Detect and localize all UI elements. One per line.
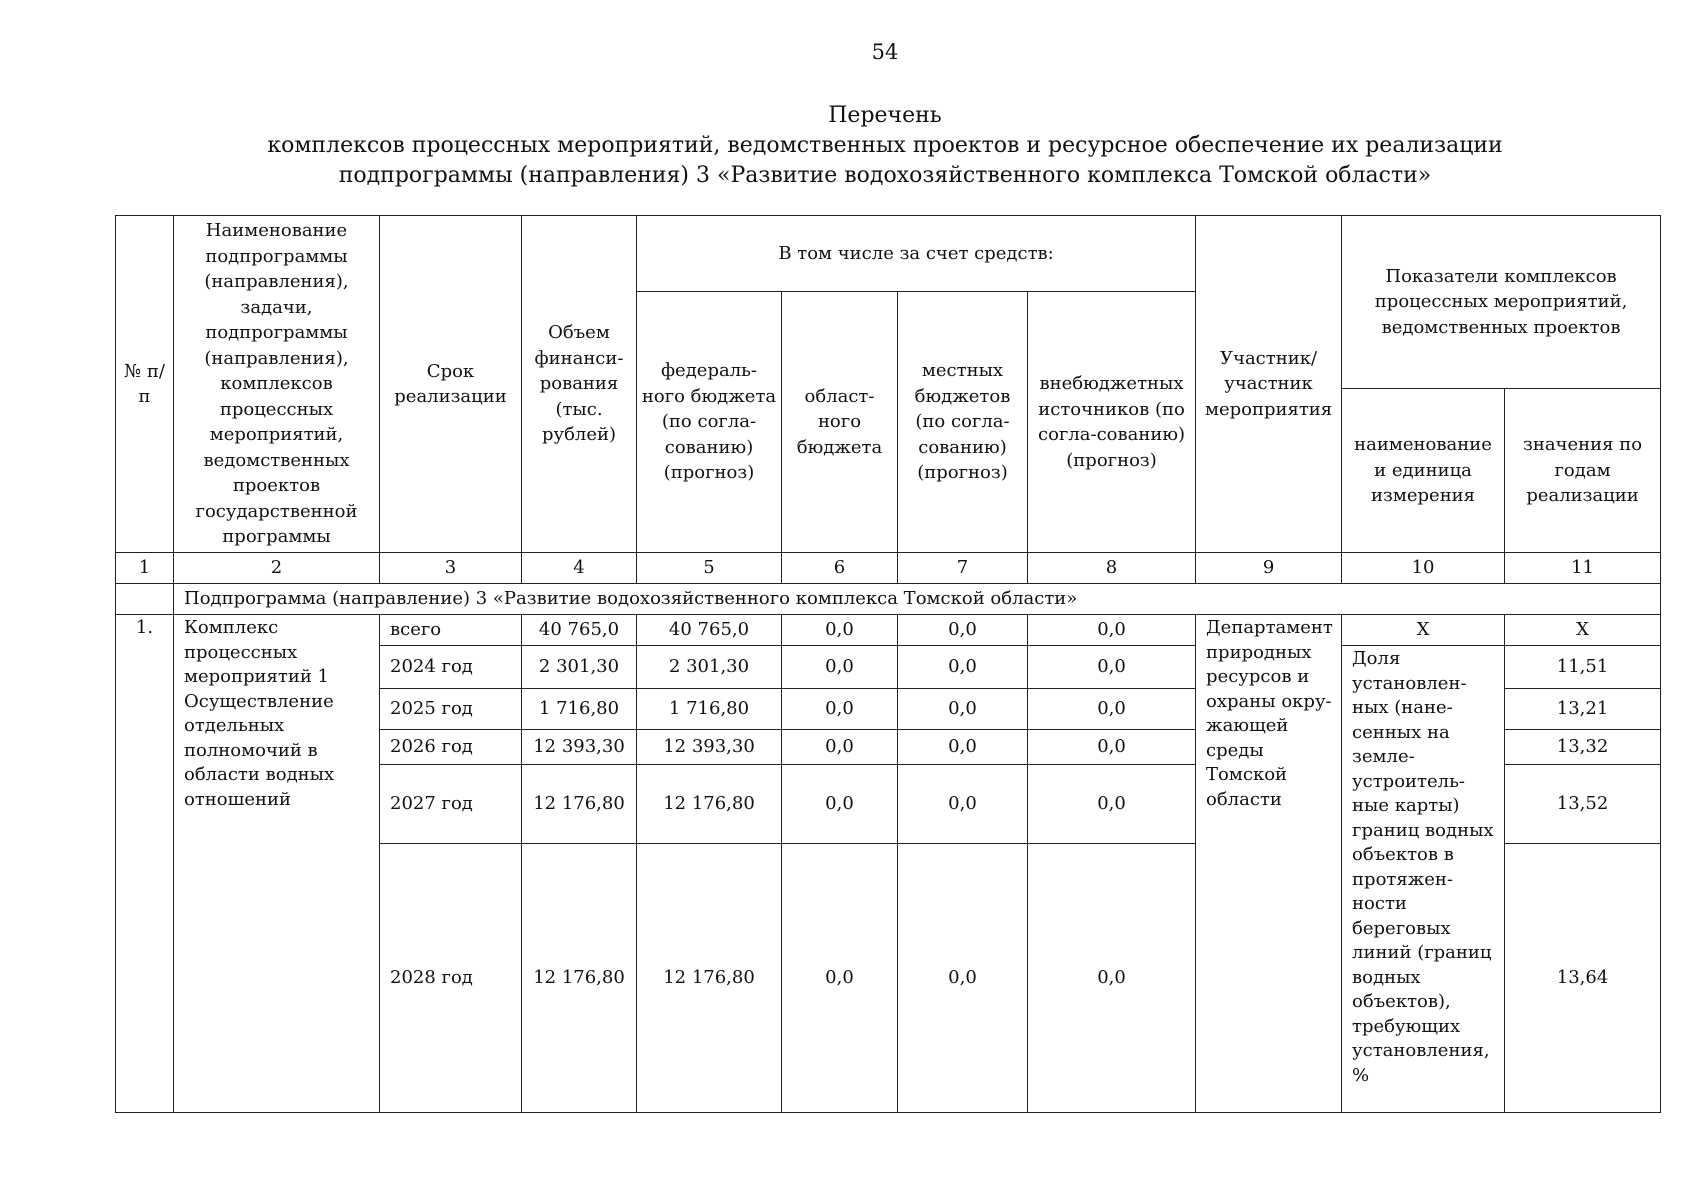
column-number: 4 <box>522 553 637 584</box>
subprogram-title: Подпрограмма (направление) 3 «Развитие водохозяйственного комплекса Томской области» <box>174 584 1661 615</box>
local-cell: 0,0 <box>898 689 1028 730</box>
indicator-name: Доля установлен-ных (нане-сенных на земле-устроитель-ные карты) границ водных объектов в протяжен-ности береговых линий (границ водных объектов), требующих установления, % <box>1342 646 1505 1113</box>
regional-cell: 0,0 <box>782 730 898 765</box>
extrabudgetary-cell: 0,0 <box>1028 765 1196 844</box>
period-cell: 2027 год <box>380 765 522 844</box>
header-federal: федераль-ного бюджета (по согла-сованию) (прогноз) <box>637 292 782 553</box>
value-cell: X <box>1505 615 1661 646</box>
local-cell: 0,0 <box>898 730 1028 765</box>
item-number: 1. <box>116 615 174 1113</box>
header-participant: Участник/ участник мероприятия <box>1196 216 1342 553</box>
total-cell: 1 716,80 <box>522 689 637 730</box>
indicator-name-x: X <box>1342 615 1505 646</box>
local-cell: 0,0 <box>898 615 1028 646</box>
column-numbers-row <box>116 553 1661 584</box>
local-cell: 0,0 <box>898 844 1028 1113</box>
extrabudgetary-cell: 0,0 <box>1028 844 1196 1113</box>
page-number: 54 <box>871 40 899 64</box>
federal-cell: 2 301,30 <box>637 646 782 689</box>
extrabudgetary-cell: 0,0 <box>1028 646 1196 689</box>
title-line-2: комплексов процессных мероприятий, ведомственных проектов и ресурсное обеспечение их реализации <box>267 133 1503 158</box>
value-cell: 11,51 <box>1505 646 1661 689</box>
header-funding-group: В том числе за счет средств: <box>637 216 1196 292</box>
regional-cell: 0,0 <box>782 615 898 646</box>
column-number: 6 <box>782 553 898 584</box>
total-cell: 2 301,30 <box>522 646 637 689</box>
local-cell: 0,0 <box>898 646 1028 689</box>
extrabudgetary-cell: 0,0 <box>1028 615 1196 646</box>
participant-cell: Департамент природных ресурсов и охраны окру-жающей среды Томской области <box>1196 615 1342 1113</box>
period-cell: 2026 год <box>380 730 522 765</box>
regional-cell: 0,0 <box>782 844 898 1113</box>
column-number: 7 <box>898 553 1028 584</box>
extrabudgetary-cell: 0,0 <box>1028 689 1196 730</box>
value-cell: 13,21 <box>1505 689 1661 730</box>
column-number: 11 <box>1505 553 1661 584</box>
value-cell: 13,64 <box>1505 844 1661 1113</box>
value-cell: 13,52 <box>1505 765 1661 844</box>
total-cell: 12 176,80 <box>522 765 637 844</box>
value-cell: 13,32 <box>1505 730 1661 765</box>
table-row <box>116 615 1661 646</box>
title-line-1: Перечень <box>828 103 942 128</box>
column-number: 8 <box>1028 553 1196 584</box>
period-cell: 2028 год <box>380 844 522 1113</box>
federal-cell: 40 765,0 <box>637 615 782 646</box>
period-cell: 2025 год <box>380 689 522 730</box>
title-line-3: подпрограммы (направления) 3 «Развитие водохозяйственного комплекса Томской области» <box>338 163 1432 188</box>
federal-cell: 12 176,80 <box>637 844 782 1113</box>
period-cell: всего <box>380 615 522 646</box>
regional-cell: 0,0 <box>782 689 898 730</box>
local-cell: 0,0 <box>898 765 1028 844</box>
header-extrabudgetary: внебюджетных источников (по согла-сованию) (прогноз) <box>1028 292 1196 553</box>
item-name: Комплекс процессных мероприятий 1 Осуществление отдельных полномочий в области водных отношений <box>174 615 380 1113</box>
column-number: 3 <box>380 553 522 584</box>
period-cell: 2024 год <box>380 646 522 689</box>
total-cell: 12 393,30 <box>522 730 637 765</box>
header-total-funding: Объем финанси-рования (тыс. рублей) <box>522 216 637 553</box>
column-number: 9 <box>1196 553 1342 584</box>
column-number: 2 <box>174 553 380 584</box>
header-indicator-values: значения по годам реализации <box>1505 389 1661 553</box>
regional-cell: 0,0 <box>782 765 898 844</box>
federal-cell: 12 176,80 <box>637 765 782 844</box>
column-number: 5 <box>637 553 782 584</box>
header-name: Наименование подпрограммы (направления), задачи, подпрограммы (направления), комплексов процессных мероприятий, ведомственных проектов государственной программы <box>174 216 380 553</box>
federal-cell: 1 716,80 <box>637 689 782 730</box>
header-regional: област-ного бюджета <box>782 292 898 553</box>
header-number: № п/п <box>116 216 174 553</box>
federal-cell: 12 393,30 <box>637 730 782 765</box>
header-indicators-group: Показатели комплексов процессных мероприятий, ведомственных проектов <box>1342 216 1661 389</box>
column-number: 10 <box>1342 553 1505 584</box>
document-title <box>0 101 1698 191</box>
column-number: 1 <box>116 553 174 584</box>
header-indicator-name: наименование и единица измерения <box>1342 389 1505 553</box>
total-cell: 12 176,80 <box>522 844 637 1113</box>
subprogram-row <box>116 584 1661 615</box>
header-period: Срок реализации <box>380 216 522 553</box>
total-cell: 40 765,0 <box>522 615 637 646</box>
regional-cell: 0,0 <box>782 646 898 689</box>
header-local: местных бюджетов (по согла-сованию) (прогноз) <box>898 292 1028 553</box>
extrabudgetary-cell: 0,0 <box>1028 730 1196 765</box>
measures-table <box>115 215 1661 1113</box>
